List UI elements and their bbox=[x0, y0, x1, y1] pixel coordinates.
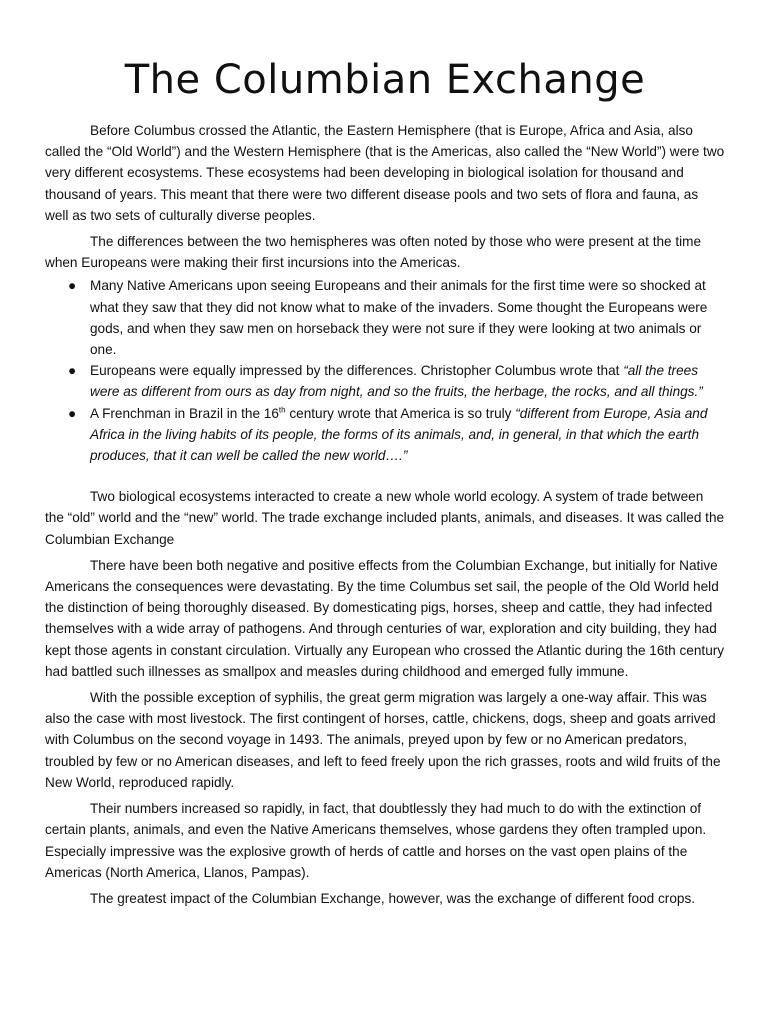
document-body bbox=[45, 120, 725, 914]
bullet-text: Many Native Americans upon seeing Europeans and their animals for the first time were so shocked at what they saw that they did not know what to make of the invaders. Some thought the Europeans were gods, and when they saw men on horseback they were not sure if they were looking at two animals or one. bbox=[90, 278, 708, 358]
list-item bbox=[45, 403, 725, 467]
page-title: The Columbian Exchange bbox=[124, 57, 646, 103]
paragraph-germ-migration: With the possible exception of syphilis, the great germ migration was largely a one-way affair. This was also the case with most livestock. The first contingent of horses, cattle, chickens, dogs, sheep and goats arrived with Columbus on the second voyage in 1493. The animals, preyed upon by few or no American predators, troubled by few or no American diseases, and left to feed freely upon the rich grasses, roots and wild fruits of the New World, reproduced rapidly. bbox=[45, 690, 721, 790]
bullet-quote: “different from Europe, Asia and Africa in the living habits of its people, the forms of its animals, and, in general, in that which the earth produces, that it can well be called the new world….” bbox=[90, 405, 708, 464]
list-item bbox=[45, 275, 725, 360]
paragraph-effects: There have been both negative and positive effects from the Columbian Exchange, but initially for Native Americans the consequences were devastating. By the time Columbus set sail, the people of the Old World held the distinction of being thoroughly diseased. By domesticating pigs, horses, sheep and cattle, they had infected themselves with a wide array of pathogens. And through centuries of war, exploration and city building, they had kept those agents in constant circulation. Virtually any European who crossed the Atlantic during the 16th century had battled such illnesses as smallpox and measles during childhood and emerged fully immune. bbox=[45, 557, 725, 679]
list-item bbox=[45, 360, 725, 402]
bullet-text: Europeans were equally impressed by the differences. Christopher Columbus wrote that bbox=[90, 363, 624, 379]
bullet-list bbox=[45, 275, 725, 466]
bullet-icon: ● bbox=[68, 405, 77, 421]
superscript: th bbox=[278, 405, 286, 415]
paragraph-numbers: Their numbers increased so rapidly, in fact, that doubtlessly they had much to do with the extinction of certain plants, animals, and even the Native Americans themselves, whose gardens they often trampled upon. Especially impressive was the explosive growth of herds of cattle and horses on the vast open plains of the Americas (North America, Llanos, Pampas). bbox=[45, 801, 707, 880]
paragraph-intro: Before Columbus crossed the Atlantic, the Eastern Hemisphere (that is Europe, Africa and Asia, also called the “Old World”) and the Western Hemisphere (that is the Americas, also called the “New World”) were two very different ecosystems. These ecosystems had been developing in biological isolation for thousand and thousand of years. This meant that there were two different disease pools and two sets of flora and fauna, as well as two sets of culturally diverse peoples. bbox=[45, 123, 725, 223]
paragraph-food-crops: The greatest impact of the Columbian Exchange, however, was the exchange of different food crops. bbox=[90, 890, 696, 906]
paragraph-differences: The differences between the two hemispheres was often noted by those who were present at the time when Europeans were making their first incursions into the Americas. bbox=[45, 234, 702, 271]
paragraph-ecosystems: Two biological ecosystems interacted to create a new whole world ecology. A system of trade between the “old” world and the “new” world. The trade exchange included plants, animals, and diseases. It was called the Columbian Exchange bbox=[45, 489, 725, 547]
bullet-text: century wrote that America is so truly bbox=[285, 405, 516, 421]
bullet-text: A Frenchman in Brazil in the 16 bbox=[90, 405, 279, 421]
bullet-icon: ● bbox=[68, 363, 77, 379]
bullet-icon: ● bbox=[68, 278, 77, 294]
bullet-quote: “all the trees were as different from ours as day from night, and so the fruits, the herbage, the rocks, and all things.” bbox=[90, 363, 703, 400]
